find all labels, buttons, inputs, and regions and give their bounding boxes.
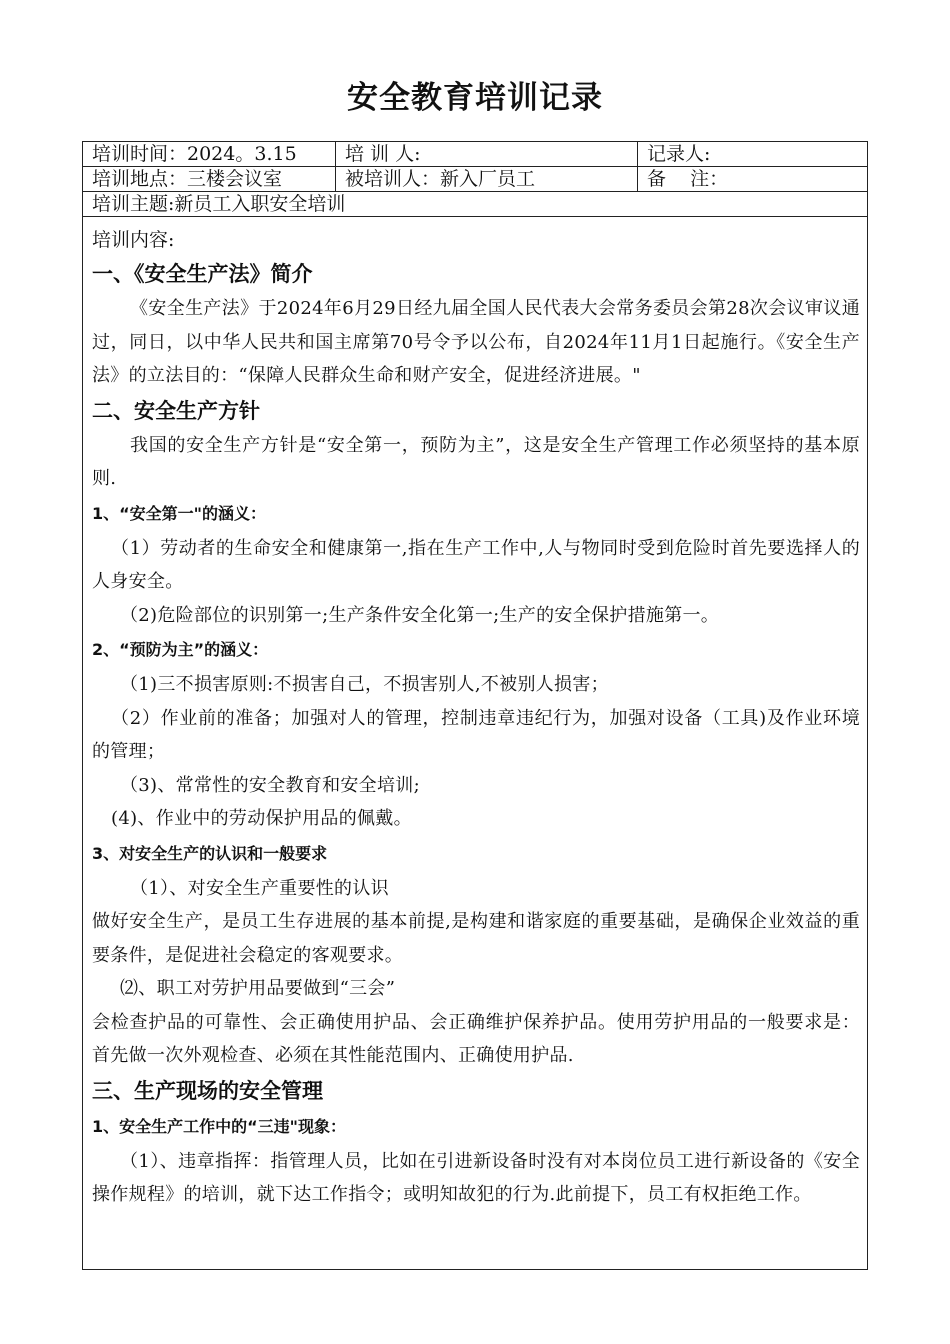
info-row-3 — [83, 192, 867, 217]
paragraph: （1）、违章指挥：指管理人员，比如在引进新设备时没有对本岗位员工进行新设备的《安全操作规程》的培训，就下达工作指令；或明知故犯的行为.此前提下，员工有权拒绝工作。 — [92, 1150, 860, 1205]
paragraph: （1)三不损害原则:不损害自己，不损害别人,不被别人损害； — [120, 674, 609, 695]
section-heading-2: 二、安全生产方针 — [92, 398, 260, 423]
paragraph: （3)、常常性的安全教育和安全培训; — [120, 774, 420, 796]
paragraph: （1）劳动者的生命安全和健康第一,指在生产工作中,人与物同时受到危险时首先要选择人的人身安全。 — [92, 537, 860, 592]
training-topic-cell: 培训主题:新员工入职安全培训 — [92, 193, 346, 215]
paragraph: （2）作业前的准备；加强对人的管理，控制违章违纪行为，加强对设备（工具)及作业环境的管理； — [92, 707, 860, 762]
info-row-1 — [83, 142, 867, 167]
subheading: 1、“安全第一"的涵义： — [92, 503, 266, 523]
subheading: 1、安全生产工作中的“三违"现象： — [92, 1116, 346, 1136]
paragraph: 会检查护品的可靠性、会正确使用护品、会正确维护保养护品。使用劳护用品的一般要求是：首先做一次外观检查、必须在其性能范围内、正确使用护品. — [92, 1011, 860, 1066]
paragraph: 做好安全生产，是员工生存进展的基本前提,是构建和谐家庭的重要基础，是确保企业效益的重要条件，是促进社会稳定的客观要求。 — [92, 911, 860, 966]
paragraph: （1）、对安全生产重要性的认识 — [130, 877, 389, 899]
trainees-cell: 被培训人：新入厂员工 — [345, 168, 536, 190]
paragraph: 《安全生产法》于2024年6月29日经九届全国人民代表大会常务委员会第28次会议审议通过，同日，以中华人民共和国主席第70号令予以公布，自2024年11月1日起施行。《安全生产法》的立法目的：“保障人民群众生命和财产安全，促进经济进展。" — [92, 298, 860, 386]
training-time-cell: 培训时间：2024。3.15 — [92, 143, 297, 165]
subheading: 2、“预防为主”的涵义： — [92, 640, 269, 659]
trainer-cell: 培 训 人: — [345, 143, 421, 165]
remark-cell: 备 注： — [647, 168, 729, 190]
subheading: 3、对安全生产的认识和一般要求 — [92, 843, 328, 863]
paragraph: (4)、作业中的劳动保护用品的佩戴。 — [111, 808, 412, 829]
paragraph: ⑵、职工对劳护用品要做到“三会” — [120, 978, 396, 999]
training-record-table — [82, 141, 868, 1270]
paragraph: （2)危险部位的识别第一;生产条件安全化第一;生产的安全保护措施第一。 — [120, 604, 720, 626]
page-title: 安全教育培训记录 — [347, 80, 603, 116]
info-row-2 — [83, 167, 867, 192]
paragraph: 我国的安全生产方针是“安全第一，预防为主”，这是安全生产管理工作必须坚持的基本原则. — [92, 434, 860, 489]
content-label: 培训内容: — [92, 229, 175, 251]
section-heading-1: 一、《安全生产法》简介 — [92, 262, 313, 286]
training-place-cell: 培训地点：三楼会议室 — [92, 168, 283, 190]
training-content — [92, 224, 860, 1212]
section-heading-3: 三、生产现场的安全管理 — [92, 1078, 323, 1103]
recorder-cell: 记录人: — [647, 143, 711, 165]
